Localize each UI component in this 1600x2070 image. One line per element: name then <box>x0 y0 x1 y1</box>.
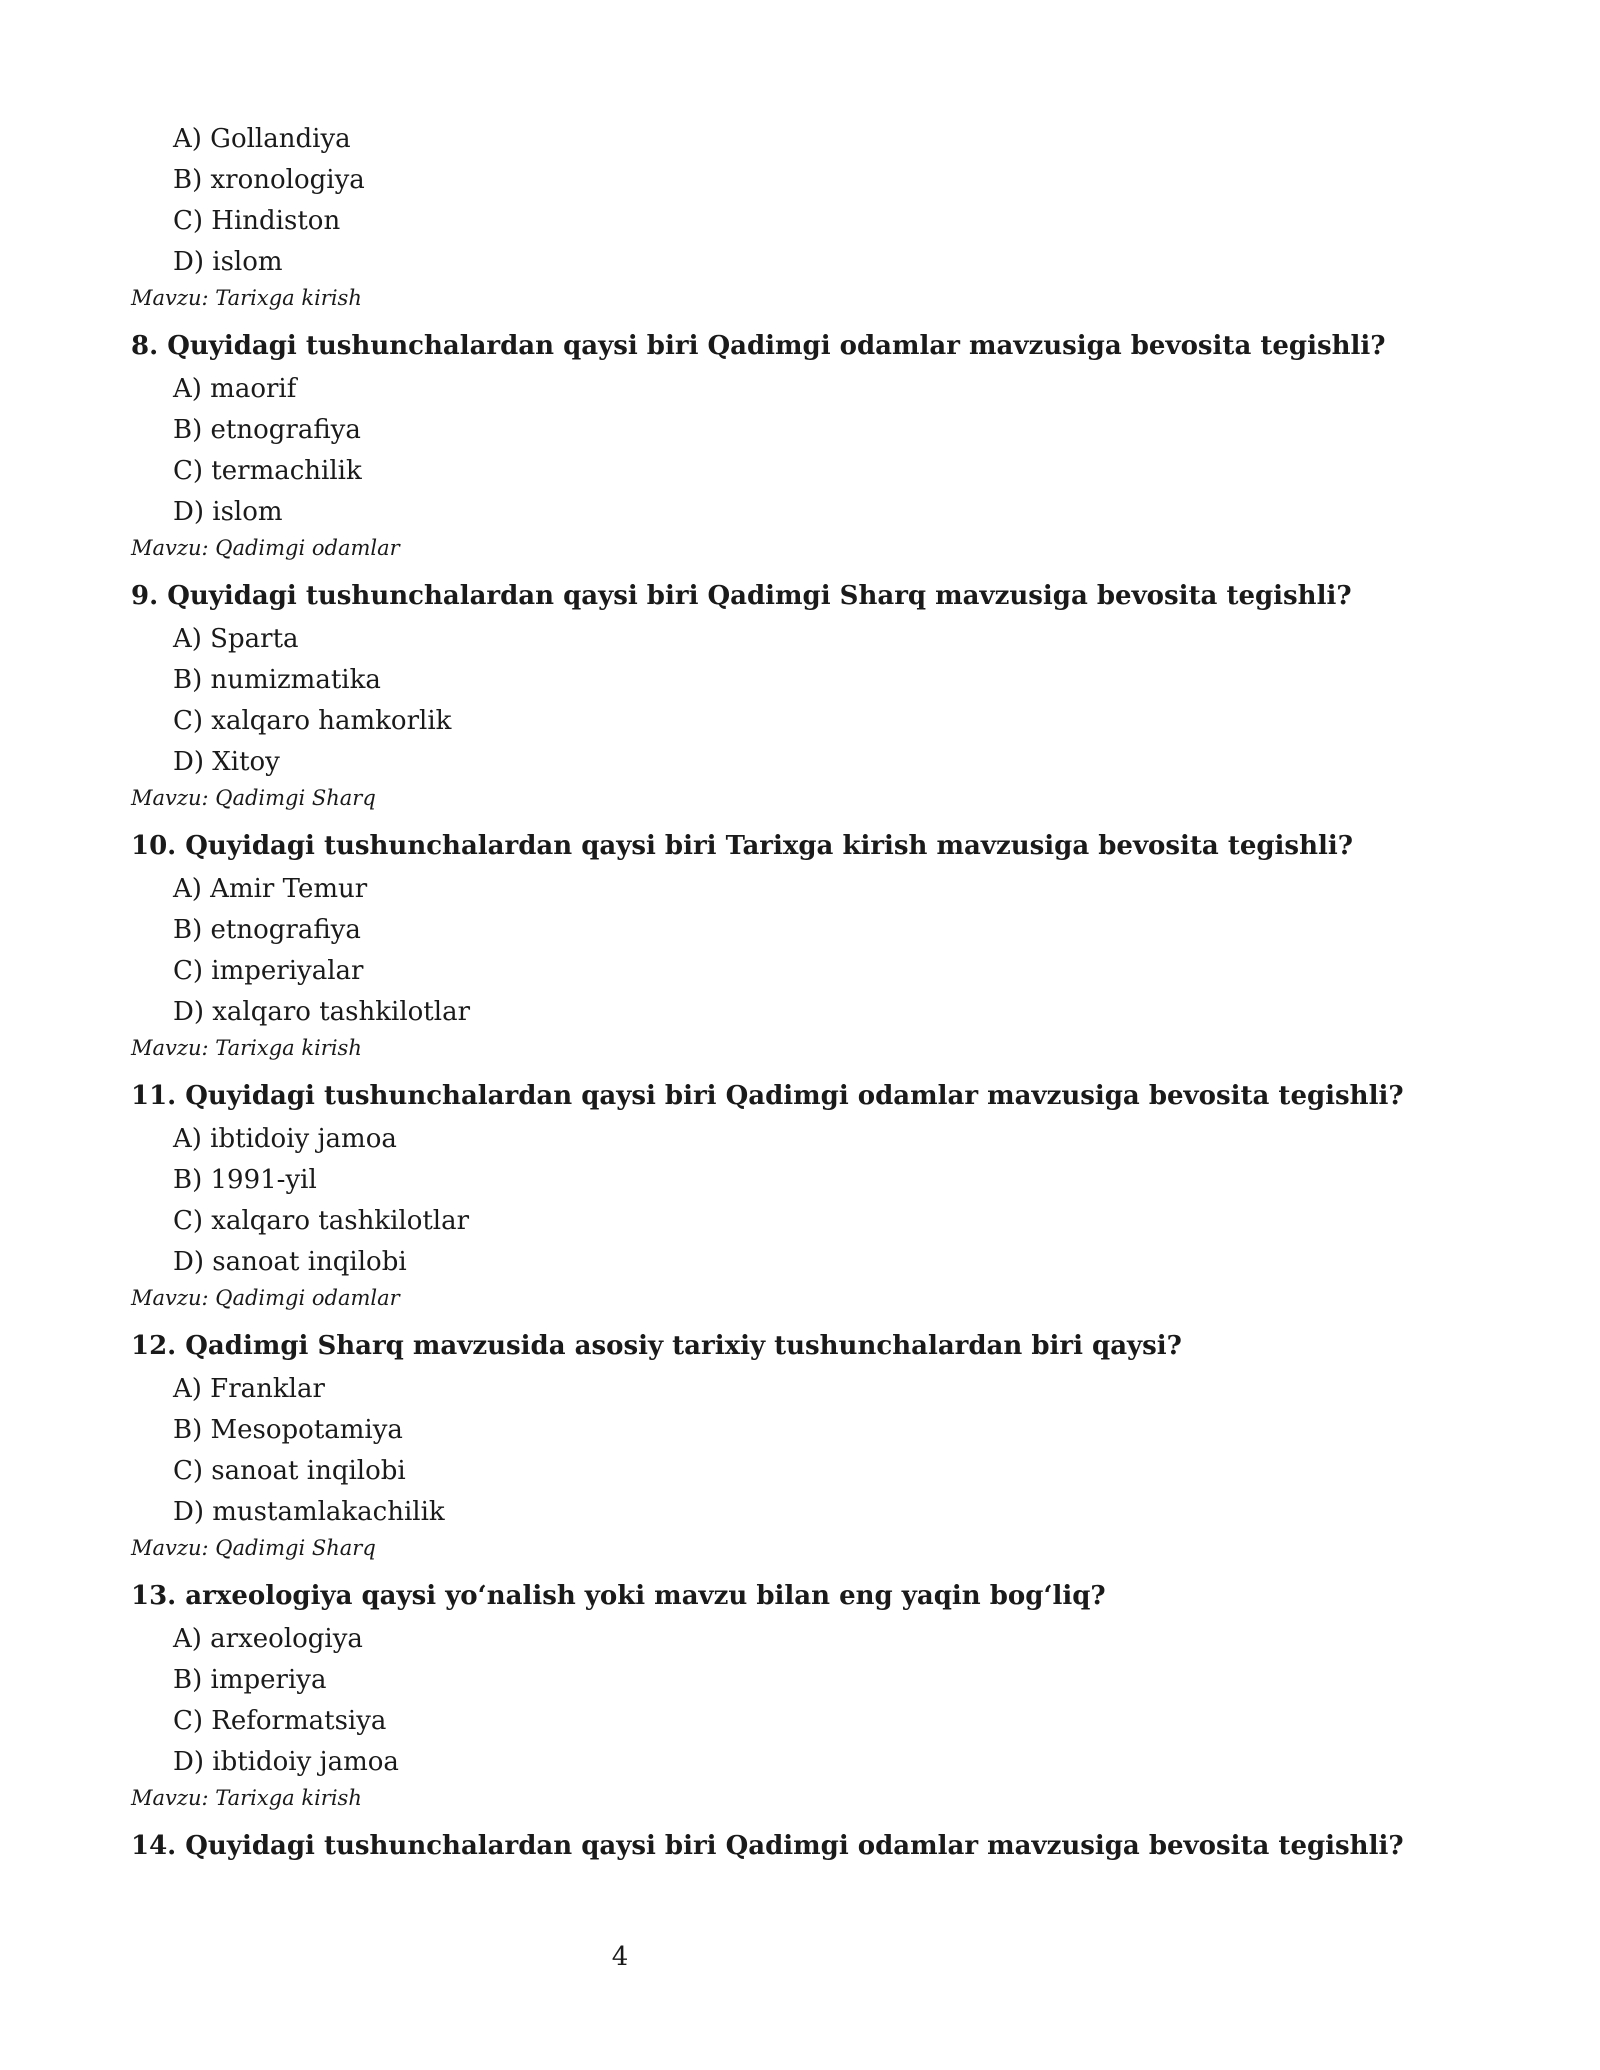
option-c: C) xalqaro hamkorlik <box>173 706 452 736</box>
option-b: B) Mesopotamiya <box>173 1415 403 1445</box>
question-11 <box>131 1079 1431 1313</box>
option-c: C) termachilik <box>173 456 362 486</box>
option-b: B) etnografiya <box>173 415 361 445</box>
option-d: D) islom <box>173 247 283 277</box>
option-d: D) sanoat inqilobi <box>173 1247 407 1277</box>
question-text: 9. Quyidagi tushunchalardan qaysi biri Qadimgi Sharq mavzusiga bevosita tegishli? <box>131 581 1352 611</box>
option-d: D) islom <box>173 497 283 527</box>
question-10 <box>131 829 1431 1063</box>
option-c: C) sanoat inqilobi <box>173 1456 406 1486</box>
option-a: A) Franklar <box>173 1374 325 1404</box>
option-c: C) Hindiston <box>173 206 341 236</box>
option-c: C) imperiyalar <box>173 956 364 986</box>
option-b: B) xronologiya <box>173 165 365 195</box>
topic-label: Mavzu: Qadimgi Sharq <box>131 1536 376 1560</box>
option-d: D) ibtidoiy jamoa <box>173 1747 399 1777</box>
option-a: A) ibtidoiy jamoa <box>173 1124 397 1154</box>
topic-label: Mavzu: Qadimgi odamlar <box>131 536 400 560</box>
option-a: A) Gollandiya <box>173 124 351 154</box>
option-c: C) Reformatsiya <box>173 1706 387 1736</box>
answer-options <box>131 1619 1431 1783</box>
answer-options <box>131 1119 1431 1283</box>
question-text: 12. Qadimgi Sharq mavzusida asosiy tarixiy tushunchalardan biri qaysi? <box>131 1331 1182 1361</box>
option-a: A) arxeologiya <box>173 1624 363 1654</box>
page-number: 4 <box>611 1942 629 1972</box>
option-b: B) numizmatika <box>173 665 381 695</box>
option-a: A) maorif <box>173 374 297 404</box>
topic-label: Mavzu: Tarixga kirish <box>131 1036 362 1060</box>
option-b: B) etnografiya <box>173 915 361 945</box>
topic-label: Mavzu: Qadimgi odamlar <box>131 1286 400 1310</box>
page-content <box>131 119 1431 1869</box>
question-text: 8. Quyidagi tushunchalardan qaysi biri Qadimgi odamlar mavzusiga bevosita tegishli? <box>131 331 1386 361</box>
question-14 <box>131 1829 1431 1863</box>
option-c: C) xalqaro tashkilotlar <box>173 1206 470 1236</box>
option-b: B) 1991-yil <box>173 1165 317 1195</box>
question-text: 11. Quyidagi tushunchalardan qaysi biri Qadimgi odamlar mavzusiga bevosita tegishli? <box>131 1081 1404 1111</box>
topic-label: Mavzu: Tarixga kirish <box>131 286 362 310</box>
option-d: D) mustamlakachilik <box>173 1497 445 1527</box>
question-8 <box>131 329 1431 563</box>
answer-options <box>131 119 1431 283</box>
question-13 <box>131 1579 1431 1813</box>
answer-options <box>131 869 1431 1033</box>
question-text: 10. Quyidagi tushunchalardan qaysi biri Tarixga kirish mavzusiga bevosita tegishli? <box>131 831 1353 861</box>
question-text: 14. Quyidagi tushunchalardan qaysi biri Qadimgi odamlar mavzusiga bevosita tegishli? <box>131 1831 1404 1861</box>
topic-label: Mavzu: Qadimgi Sharq <box>131 786 376 810</box>
option-a: A) Amir Temur <box>173 874 368 904</box>
topic-label: Mavzu: Tarixga kirish <box>131 1786 362 1810</box>
option-d: D) Xitoy <box>173 747 280 777</box>
answer-options <box>131 619 1431 783</box>
question-text: 13. arxeologiya qaysi yo‘nalish yoki mavzu bilan eng yaqin bog‘liq? <box>131 1581 1106 1611</box>
option-a: A) Sparta <box>173 624 299 654</box>
option-b: B) imperiya <box>173 1665 327 1695</box>
option-d: D) xalqaro tashkilotlar <box>173 997 470 1027</box>
question-7-continuation <box>131 119 1431 313</box>
answer-options <box>131 1369 1431 1533</box>
question-12 <box>131 1329 1431 1563</box>
answer-options <box>131 369 1431 533</box>
question-9 <box>131 579 1431 813</box>
